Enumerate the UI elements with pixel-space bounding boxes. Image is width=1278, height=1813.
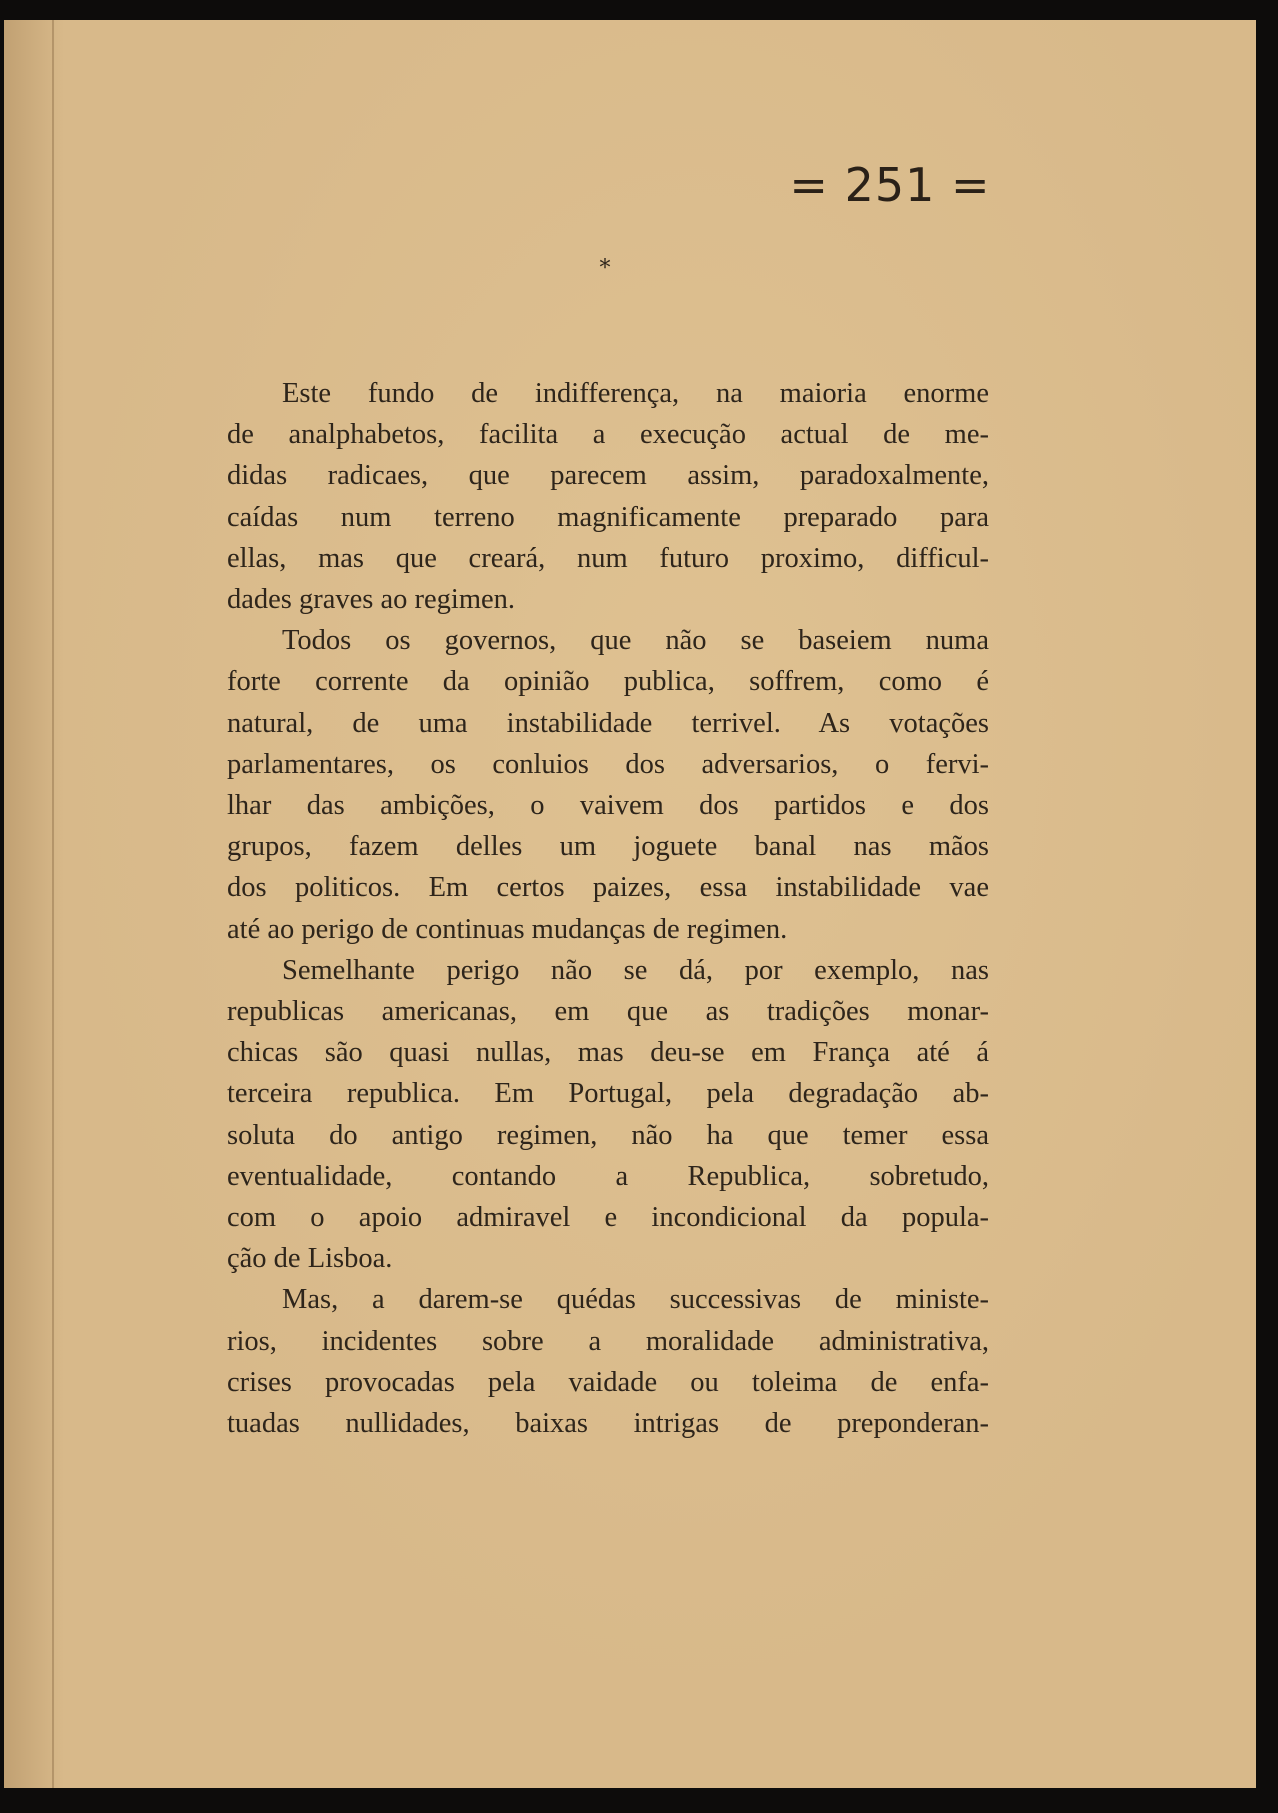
text-line: republicas americanas, em que as tradições monar- [227, 996, 989, 1028]
section-asterisk: * [599, 256, 611, 281]
text-line: forte corrente da opinião publica, soffrem, como é [227, 666, 989, 698]
text-line: didas radicaes, que parecem assim, paradoxalmente, [227, 460, 989, 492]
text-line: dos politicos. Em certos paizes, essa instabilidade vae [227, 872, 989, 904]
page-number: = 251 = [789, 158, 991, 212]
text-line: tuadas nullidades, baixas intrigas de preponderan- [227, 1408, 989, 1440]
paragraph [227, 373, 989, 620]
body-text [227, 373, 989, 1444]
text-line: ellas, mas que creará, num futuro proximo, difficul- [227, 542, 989, 574]
text-line: parlamentares, os conluios dos adversarios, o fervi- [227, 748, 989, 780]
text-line: de analphabetos, facilita a execução actual de me- [227, 419, 989, 451]
paragraph [227, 950, 989, 1280]
paragraph [227, 620, 989, 950]
text-line: eventualidade, contando a Republica, sobretudo, [227, 1160, 989, 1192]
text-line: caídas num terreno magnificamente preparado para [227, 501, 989, 533]
paragraph [227, 1279, 989, 1444]
text-line: dades graves ao regimen. [227, 584, 516, 616]
text-line: grupos, fazem delles um joguete banal nas mãos [227, 831, 989, 863]
text-line: ção de Lisboa. [227, 1243, 393, 1275]
page-fold-shadow [52, 20, 54, 1788]
text-line: chicas são quasi nullas, mas deu-se em França até á [227, 1037, 989, 1069]
text-line: natural, de uma instabilidade terrivel. As votações [227, 707, 989, 739]
text-line: Este fundo de indifferença, na maioria enorme [282, 378, 989, 409]
text-line: Todos os governos, que não se baseiem numa [282, 625, 989, 657]
text-line: até ao perigo de continuas mudanças de regimen. [227, 913, 788, 945]
text-line: lhar das ambições, o vaivem dos partidos e dos [227, 790, 989, 822]
text-line: terceira republica. Em Portugal, pela degradação ab- [227, 1078, 989, 1110]
text-line: rios, incidentes sobre a moralidade administrativa, [227, 1325, 989, 1357]
text-line: soluta do antigo regimen, não ha que temer essa [227, 1119, 989, 1151]
text-line: Mas, a darem-se quédas successivas de ministe- [282, 1284, 989, 1316]
text-line: Semelhante perigo não se dá, por exemplo, nas [282, 954, 989, 986]
text-line: com o apoio admiravel e incondicional da popula- [227, 1202, 989, 1234]
text-line: crises provocadas pela vaidade ou toleima de enfa- [227, 1366, 989, 1398]
